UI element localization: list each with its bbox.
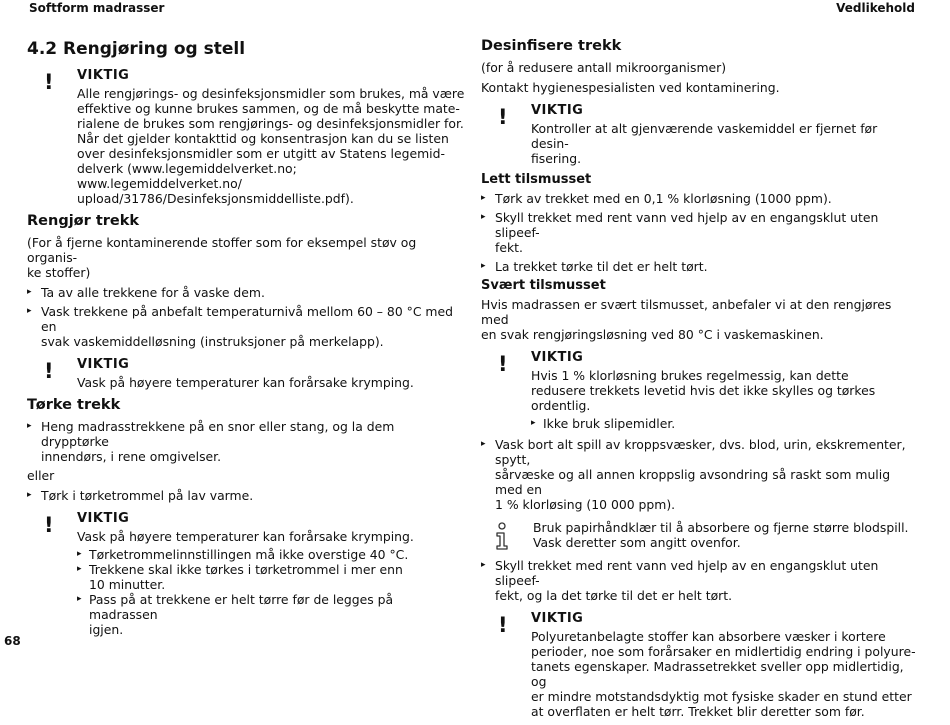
dry-steps-alt bbox=[27, 488, 465, 503]
heading-disinfect-covers: Desinfisere trekk bbox=[481, 38, 622, 54]
exclamation-icon: ! bbox=[44, 70, 54, 94]
list-item: ▸ Skyll trekket med rent vann ved hjelp av en engangsklut uten slipeef- fekt, og la det tørke til det er helt tørt. bbox=[481, 558, 918, 603]
warning-note bbox=[27, 357, 465, 390]
list-item: ▸ Vask bort alt spill av kroppsvæsker, dvs. blod, urin, ekskrementer, spytt, sårvæske og all annen kroppslig avsondring så raskt som mulig med en 1 % klorløsing (10 000 ppm). bbox=[481, 437, 918, 512]
exclamation-icon: ! bbox=[498, 105, 508, 129]
warning-text: Vask på høyere temperaturer kan forårsake krymping. bbox=[77, 375, 414, 390]
right-column bbox=[481, 35, 918, 725]
warning-note bbox=[27, 511, 465, 637]
warning-note bbox=[27, 68, 465, 206]
info-icon bbox=[493, 522, 511, 550]
list-item: ▸ Tørketrommelinnstillingen må ikke overstige 40 °C. bbox=[77, 547, 465, 562]
warning-note bbox=[481, 611, 918, 719]
list-item: ▸ Trekkene skal ikke tørkes i tørketrommel i mer enn 10 minutter. bbox=[77, 562, 465, 592]
page-number: 68 bbox=[4, 634, 21, 648]
warning-steps bbox=[77, 547, 465, 637]
exclamation-icon: ! bbox=[498, 352, 508, 376]
list-item: ▸ Pass på at trekkene er helt tørre før de legges på madrassen igjen. bbox=[77, 592, 465, 637]
section-title: 4.2 Rengjøring og stell bbox=[27, 39, 246, 59]
dry-steps bbox=[27, 419, 465, 464]
info-note bbox=[481, 520, 918, 550]
heading-dry-covers: Tørke trekk bbox=[27, 397, 121, 413]
or-text: eller bbox=[27, 468, 55, 483]
list-item: ▸ Tørk i tørketrommel på lav varme. bbox=[27, 488, 465, 503]
warning-title: VIKTIG bbox=[77, 357, 130, 372]
list-item: ▸ Ta av alle trekkene for å vaske dem. bbox=[27, 285, 465, 300]
warning-title: VIKTIG bbox=[77, 68, 130, 83]
heading-heavy-soiling: Svært tilsmusset bbox=[481, 278, 606, 293]
exclamation-icon: ! bbox=[498, 613, 508, 637]
warning-text: Vask på høyere temperaturer kan forårsake krymping. bbox=[77, 529, 414, 544]
list-item: ▸ La trekket tørke til det er helt tørt. bbox=[481, 259, 918, 274]
header-section: Vedlikehold bbox=[836, 1, 915, 15]
warning-title: VIKTIG bbox=[531, 103, 584, 118]
exclamation-icon: ! bbox=[44, 513, 54, 537]
list-item: ▸ Tørk av trekket med en 0,1 % klorløsning (1000 ppm). bbox=[481, 191, 918, 206]
rinse-steps bbox=[481, 558, 918, 603]
left-column bbox=[27, 35, 465, 643]
warning-title: VIKTIG bbox=[531, 611, 584, 626]
disinfect-subtitle: (for å redusere antall mikroorganismer) bbox=[481, 60, 727, 75]
clean-steps bbox=[27, 285, 465, 349]
warning-text: Polyuretanbelagte stoffer kan absorbere væsker i kortere perioder, noe som forårsaker en midlertidig endring i polyure- tanets egenskaper. Madrassetrekket sveller opp midlertidig, og er mindre motstandsdyktig mot fysiske skader en stund etter at overflaten er helt tørr. Trekket blir deretter som før. bbox=[531, 629, 916, 719]
heading-clean-covers: Rengjør trekk bbox=[27, 213, 140, 229]
disinfect-contact: Kontakt hygienespesialisten ved kontaminering. bbox=[481, 80, 780, 95]
list-item: ▸ Ikke bruk slipemidler. bbox=[531, 416, 918, 431]
list-item: ▸ Vask trekkene på anbefalt temperaturnivå mellom 60 – 80 °C med en svak vaskemiddelløsning (instruksjoner på merkelapp). bbox=[27, 304, 465, 349]
spill-steps bbox=[481, 437, 918, 512]
warning-title: VIKTIG bbox=[531, 350, 584, 365]
warning-note bbox=[481, 350, 918, 431]
header-title: Softform madrasser bbox=[29, 1, 165, 15]
light-steps bbox=[481, 191, 918, 274]
list-item: ▸ Heng madrasstrekkene på en snor eller stang, og la dem drypptørke innendørs, i rene omgivelser. bbox=[27, 419, 465, 464]
info-text: Bruk papirhåndklær til å absorbere og fjerne større blodspill. Vask deretter som angitt ovenfor. bbox=[533, 520, 909, 550]
clean-intro: (For å fjerne kontaminerende stoffer som for eksempel støv og organis- ke stoffer) bbox=[27, 235, 417, 280]
warning-note bbox=[481, 103, 918, 166]
list-item: ▸ Skyll trekket med rent vann ved hjelp av en engangsklut uten slipeef- fekt. bbox=[481, 210, 918, 255]
exclamation-icon: ! bbox=[44, 359, 54, 383]
warning-steps bbox=[531, 416, 918, 431]
heading-light-soiling: Lett tilsmusset bbox=[481, 172, 592, 187]
warning-text: Hvis 1 % klorløsning brukes regelmessig, kan dette redusere trekkets levetid hvis det ikke skylles og tørkes ordentlig. bbox=[531, 368, 876, 413]
warning-text: Kontroller at alt gjenværende vaskemiddel er fjernet før desin- fisering. bbox=[531, 121, 878, 166]
warning-title: VIKTIG bbox=[77, 511, 130, 526]
warning-text: Alle rengjørings- og desinfeksjonsmidler som brukes, må være effektive og kunne brukes sammen, og de må beskytte mate- rialene de brukes som rengjørings- og desinfeksjonsmidler for. Når det gjelder kontakttid og konsentrasjon kan du se listen over desinfeksjonsmidler som er utgitt av Statens legemid- delverk (www.legemiddelverket.no; www.legemiddelverket.no/ upload/31786/Desinfeksjonsmiddelliste.pdf). bbox=[77, 86, 465, 206]
heavy-text: Hvis madrassen er svært tilsmusset, anbefaler vi at den rengjøres med en svak rengjøringsløsning ved 80 °C i vaskemaskinen. bbox=[481, 297, 892, 342]
